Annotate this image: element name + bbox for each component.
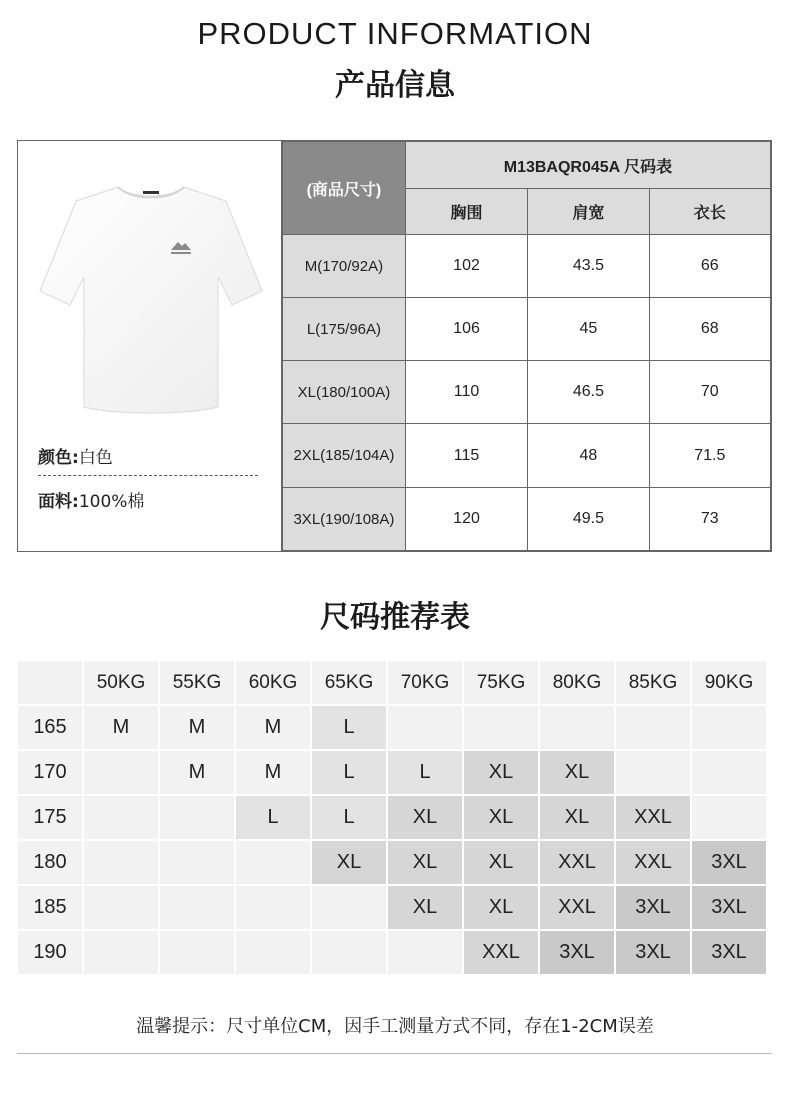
length-value: 73 — [649, 488, 770, 551]
size-cell: XL — [388, 841, 462, 884]
height-label: 170 — [18, 751, 82, 794]
size-cell — [84, 796, 158, 839]
color-attribute — [38, 443, 113, 468]
size-cell — [692, 796, 766, 839]
size-cell: XXL — [616, 796, 690, 839]
height-label: 185 — [18, 886, 82, 929]
shoulder-value: 48 — [528, 424, 649, 488]
size-cell: XL — [312, 841, 386, 884]
weight-header: 70KG — [388, 661, 462, 704]
size-cell — [236, 931, 310, 974]
product-panel — [18, 141, 282, 551]
size-recommendation-table — [16, 659, 768, 976]
size-label: 3XL(190/108A) — [283, 488, 406, 551]
size-label: M(170/92A) — [283, 235, 406, 298]
size-cell: L — [312, 751, 386, 794]
size-cell — [540, 706, 614, 749]
size-cell: XXL — [464, 931, 538, 974]
color-value: 白色 — [78, 448, 113, 468]
size-cell — [616, 706, 690, 749]
size-cell: L — [388, 751, 462, 794]
size-cell — [160, 796, 234, 839]
size-cell: XXL — [540, 841, 614, 884]
table-row — [18, 706, 766, 749]
size-label: 2XL(185/104A) — [283, 424, 406, 488]
shoulder-value: 49.5 — [528, 488, 649, 551]
size-label: XL(180/100A) — [283, 361, 406, 424]
size-cell: M — [236, 706, 310, 749]
size-column-header: (商品尺寸) — [283, 142, 406, 235]
size-cell: M — [236, 751, 310, 794]
weight-header: 65KG — [312, 661, 386, 704]
size-chart-table — [282, 141, 771, 551]
size-cell — [160, 886, 234, 929]
height-label: 175 — [18, 796, 82, 839]
fabric-value: 100%棉 — [78, 492, 145, 512]
column-header-chest: 胸围 — [405, 189, 527, 235]
size-cell: 3XL — [616, 886, 690, 929]
shoulder-value: 45 — [528, 298, 649, 361]
weight-header: 90KG — [692, 661, 766, 704]
chest-value: 120 — [405, 488, 527, 551]
size-cell — [692, 751, 766, 794]
table-row — [18, 751, 766, 794]
size-cell — [84, 931, 158, 974]
table-row — [18, 841, 766, 884]
white-tshirt-icon — [36, 181, 266, 461]
size-cell: XL — [388, 796, 462, 839]
size-cell: XL — [540, 751, 614, 794]
weight-header: 75KG — [464, 661, 538, 704]
size-cell: XL — [540, 796, 614, 839]
corner-cell — [18, 661, 82, 704]
size-cell: M — [160, 706, 234, 749]
table-row — [283, 424, 771, 488]
product-info-box — [17, 140, 772, 552]
size-cell — [616, 751, 690, 794]
size-cell: L — [312, 796, 386, 839]
table-row — [283, 488, 771, 551]
height-label: 190 — [18, 931, 82, 974]
table-row — [18, 931, 766, 974]
height-label: 180 — [18, 841, 82, 884]
length-value: 70 — [649, 361, 770, 424]
size-cell: M — [84, 706, 158, 749]
column-header-shoulder: 肩宽 — [528, 189, 649, 235]
size-cell: M — [160, 751, 234, 794]
table-row — [18, 886, 766, 929]
length-value: 68 — [649, 298, 770, 361]
color-label: 颜色: — [38, 448, 79, 468]
weight-header: 60KG — [236, 661, 310, 704]
weight-header-row — [18, 661, 766, 704]
size-cell: L — [312, 706, 386, 749]
divider — [38, 475, 258, 476]
table-row — [18, 796, 766, 839]
size-cell: L — [236, 796, 310, 839]
size-cell: XL — [464, 886, 538, 929]
size-cell — [464, 706, 538, 749]
table-row — [283, 235, 771, 298]
chest-value: 102 — [405, 235, 527, 298]
size-cell: XL — [464, 841, 538, 884]
size-cell — [312, 886, 386, 929]
length-value: 71.5 — [649, 424, 770, 488]
size-cell — [236, 886, 310, 929]
bottom-divider — [17, 1053, 772, 1054]
weight-header: 55KG — [160, 661, 234, 704]
length-value: 66 — [649, 235, 770, 298]
chest-value: 106 — [405, 298, 527, 361]
weight-header: 50KG — [84, 661, 158, 704]
size-cell: XL — [464, 751, 538, 794]
size-chart-title: M13BAQR045A 尺码表 — [405, 142, 770, 189]
fabric-label: 面料: — [38, 492, 79, 512]
fabric-attribute — [38, 487, 144, 512]
size-label: L(175/96A) — [283, 298, 406, 361]
size-cell — [84, 841, 158, 884]
table-row — [283, 361, 771, 424]
recommend-title: 尺码推荐表 — [320, 600, 470, 635]
measurement-note: 温馨提示：尺寸单位CM，因手工测量方式不同，存在1-2CM误差 — [136, 1016, 654, 1037]
size-cell: XL — [388, 886, 462, 929]
size-cell — [312, 931, 386, 974]
size-cell — [236, 841, 310, 884]
table-row — [283, 298, 771, 361]
shoulder-value: 46.5 — [528, 361, 649, 424]
weight-header: 85KG — [616, 661, 690, 704]
size-cell — [84, 886, 158, 929]
size-cell: 3XL — [692, 841, 766, 884]
size-cell: 3XL — [540, 931, 614, 974]
title-english: PRODUCT INFORMATION — [197, 16, 593, 51]
size-cell: XXL — [540, 886, 614, 929]
column-header-length: 衣长 — [649, 189, 770, 235]
size-cell — [84, 751, 158, 794]
shoulder-value: 43.5 — [528, 235, 649, 298]
size-cell: 3XL — [692, 931, 766, 974]
size-cell — [160, 931, 234, 974]
chest-value: 110 — [405, 361, 527, 424]
size-cell: XL — [464, 796, 538, 839]
title-chinese: 产品信息 — [335, 68, 455, 103]
size-cell: 3XL — [616, 931, 690, 974]
weight-header: 80KG — [540, 661, 614, 704]
size-cell: XXL — [616, 841, 690, 884]
size-cell: 3XL — [692, 886, 766, 929]
size-cell — [388, 931, 462, 974]
chest-value: 115 — [405, 424, 527, 488]
height-label: 165 — [18, 706, 82, 749]
size-cell — [388, 706, 462, 749]
size-cell — [692, 706, 766, 749]
size-cell — [160, 841, 234, 884]
